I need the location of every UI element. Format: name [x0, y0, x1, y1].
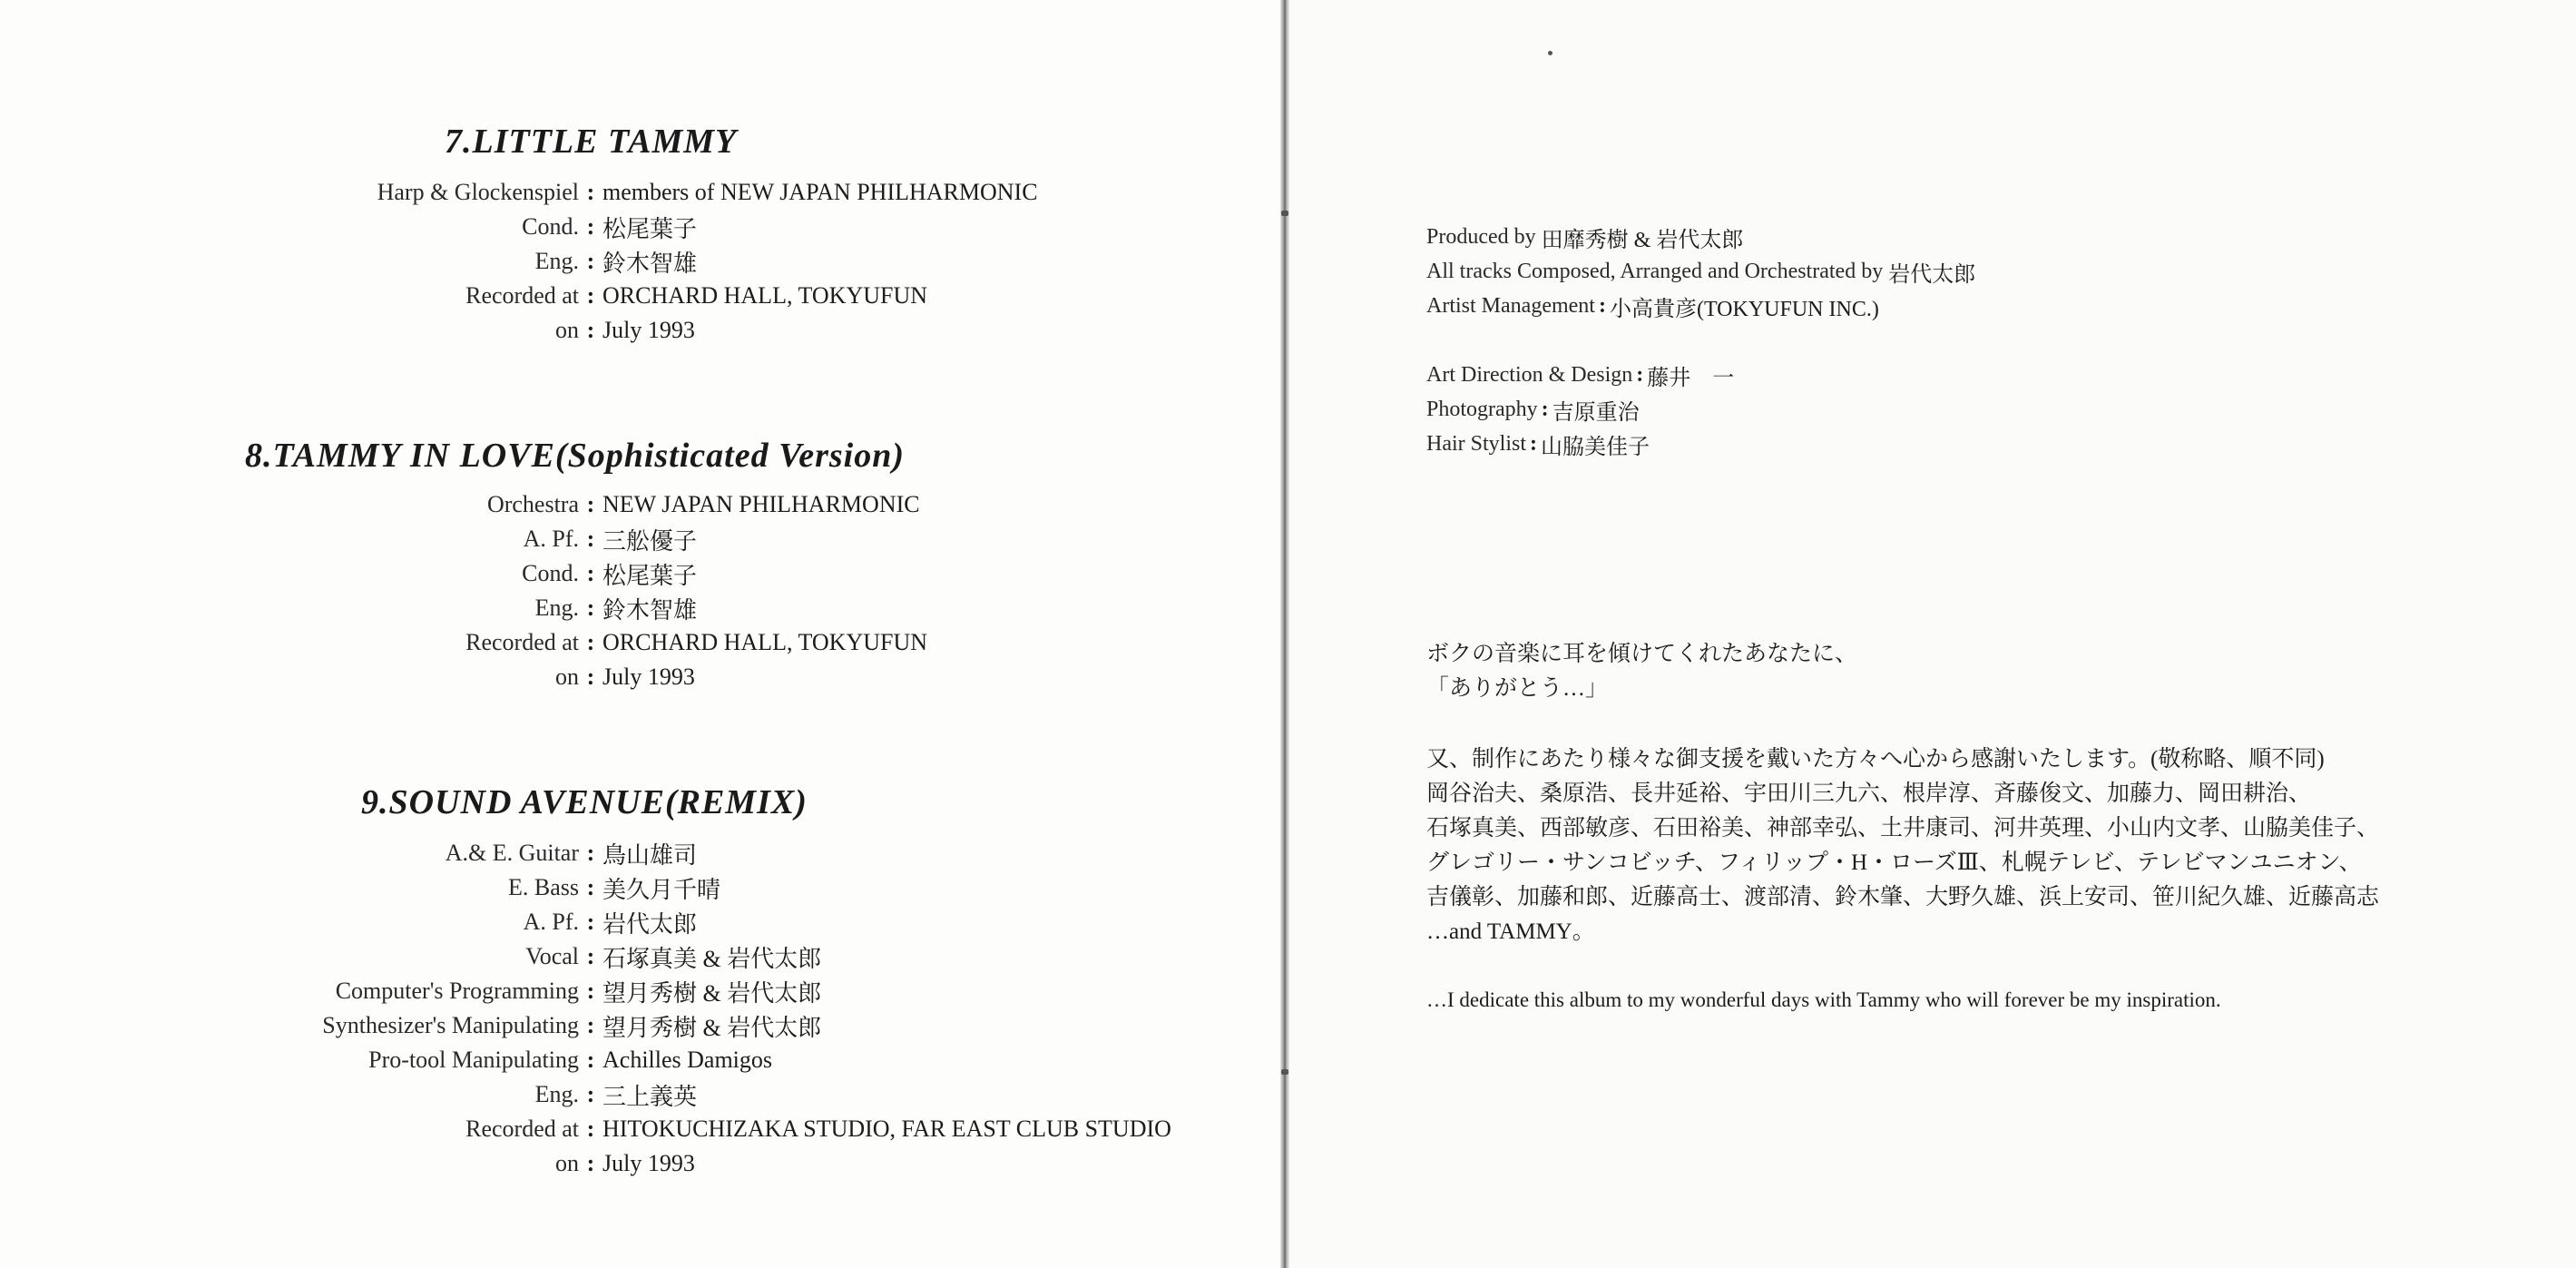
acknowledgements — [1426, 742, 2379, 949]
track-7-title: 7.LITTLE TAMMY — [445, 123, 738, 161]
design-colon: : — [1530, 431, 1538, 456]
design-value: 山脇美佳子 — [1541, 435, 1650, 459]
design-role: Art Direction & Design — [1426, 362, 1633, 387]
credit-row — [0, 244, 1280, 279]
thanks-line: 又、制作にあたり様々な御支援を戴いた方々へ心から感謝いたします。(敬称略、順不同) — [1426, 747, 2325, 772]
credit-role: Orchestra — [486, 491, 579, 517]
track-8-credits — [0, 487, 1280, 694]
booklet-spine — [1280, 0, 1289, 1268]
credit-value: 石塚真美 & 岩代太郎 — [602, 945, 822, 972]
credit-row — [0, 1008, 1280, 1043]
credit-row — [0, 625, 1280, 660]
credit-colon: : — [586, 978, 595, 1004]
credit-role: A. Pf. — [523, 909, 579, 935]
credit-value: July 1993 — [602, 663, 695, 690]
credit-row — [0, 939, 1280, 974]
credit-value: ORCHARD HALL, TOKYUFUN — [602, 282, 928, 309]
credit-colon: : — [586, 560, 595, 586]
print-speck — [1548, 51, 1552, 55]
track-9-title: 9.SOUND AVENUE(REMIX) — [361, 783, 808, 821]
credit-colon: : — [586, 629, 595, 655]
dedication: …I dedicate this album to my wonderful days with Tammy who will forever be my inspiration. — [1426, 988, 2221, 1011]
production-line — [1426, 289, 1975, 323]
credit-row — [0, 522, 1280, 556]
credit-value: Achilles Damigos — [602, 1047, 773, 1073]
credit-value: 三舩優子 — [602, 527, 698, 555]
credit-colon: : — [586, 317, 595, 343]
design-colon: : — [1636, 362, 1644, 387]
thanks-line: グレゴリー・サンコビッチ、フィリップ・H・ローズⅢ、札幌テレビ、テレビマンユニオン、 — [1426, 850, 2362, 875]
credit-value: 望月秀樹 & 岩代太郎 — [602, 979, 822, 1007]
production-value: 小高貴彦(TOKYUFUN INC.) — [1609, 297, 1879, 321]
credit-colon: : — [586, 595, 595, 621]
left-page — [0, 0, 1280, 1268]
credit-role: Eng. — [534, 1081, 579, 1107]
design-value: 吉原重治 — [1552, 400, 1640, 425]
credit-role: A. Pf. — [523, 526, 579, 552]
credit-role: on — [555, 317, 579, 343]
credit-row — [0, 870, 1280, 905]
credit-colon: : — [586, 1081, 595, 1107]
credit-colon: : — [586, 1150, 595, 1176]
production-role: Artist Management — [1426, 293, 1595, 318]
credit-colon: : — [586, 943, 595, 969]
track-9-credits — [0, 836, 1280, 1181]
credit-colon: : — [586, 179, 595, 205]
credit-row — [0, 660, 1280, 694]
credit-row — [0, 591, 1280, 625]
credit-colon: : — [586, 1116, 595, 1142]
design-line — [1426, 358, 1734, 392]
production-role: All tracks Composed, Arranged and Orchestrated by — [1426, 259, 1884, 283]
thanks-line: 吉儀彰、加藤和郎、近藤高士、渡部清、鈴木肇、大野久雄、浜上安司、笹川紀久雄、近藤高志 — [1426, 885, 2380, 909]
credit-row — [0, 313, 1280, 348]
design-line — [1426, 392, 1734, 427]
track-7-credits — [0, 175, 1280, 348]
credit-role: Synthesizer's Manipulating — [322, 1012, 579, 1038]
credit-row — [0, 1043, 1280, 1077]
thanks-line: 石塚真美、西部敏彦、石田裕美、神部幸弘、土井康司、河井英理、小山内文孝、山脇美佳子、 — [1426, 816, 2380, 840]
credit-value: 松尾葉子 — [602, 562, 698, 589]
staple-mark — [1281, 1069, 1288, 1075]
credit-colon: : — [586, 1012, 595, 1038]
credit-value: 美久月千晴 — [602, 876, 721, 903]
design-role: Photography — [1426, 397, 1538, 421]
credit-value: 岩代太郎 — [602, 910, 698, 938]
credit-colon: : — [586, 213, 595, 240]
credit-row — [0, 1146, 1280, 1181]
credit-value: 鈴木智雄 — [602, 596, 698, 624]
credit-value: July 1993 — [602, 317, 695, 343]
credit-role: Recorded at — [465, 629, 579, 655]
credit-colon: : — [586, 874, 595, 900]
message-line: ボクの音楽に耳を傾けてくれたあなたに、 — [1426, 642, 1858, 666]
credit-colon: : — [586, 909, 595, 935]
credit-value: ORCHARD HALL, TOKYUFUN — [602, 629, 928, 655]
design-value: 藤井 一 — [1647, 366, 1735, 390]
message-line: 「ありがとう…」 — [1426, 676, 1609, 701]
credit-role: on — [555, 1150, 579, 1176]
credit-value: NEW JAPAN PHILHARMONIC — [602, 491, 920, 517]
credit-value: July 1993 — [602, 1150, 695, 1176]
production-role: Produced by — [1426, 224, 1536, 249]
credit-colon: : — [586, 282, 595, 309]
credit-value: 松尾葉子 — [602, 215, 698, 242]
design-line — [1426, 427, 1734, 461]
credit-row — [0, 974, 1280, 1008]
track-8-title: 8.TAMMY IN LOVE(Sophisticated Version) — [245, 437, 906, 475]
design-credits — [1426, 358, 1734, 461]
credit-role: Cond. — [522, 560, 579, 586]
credit-role: Recorded at — [465, 282, 579, 309]
credit-row — [0, 175, 1280, 210]
thank-you-message — [1426, 637, 1857, 706]
thanks-line: 岡谷治夫、桑原浩、長井延裕、宇田川三九六、根岸淳、斉藤俊文、加藤力、岡田耕治、 — [1426, 781, 2312, 806]
credit-role: Cond. — [522, 213, 579, 240]
production-line — [1426, 254, 1975, 289]
credit-colon: : — [586, 840, 595, 866]
production-value: 田靡秀樹 & 岩代太郎 — [1541, 228, 1744, 252]
right-page — [1289, 0, 2576, 1268]
production-credits — [1426, 220, 1975, 323]
credit-row — [0, 836, 1280, 870]
credit-colon: : — [586, 663, 595, 690]
credit-role: Vocal — [525, 943, 579, 969]
credit-colon: : — [586, 491, 595, 517]
credit-role: E. Bass — [508, 874, 579, 900]
credit-value: HITOKUCHIZAKA STUDIO, FAR EAST CLUB STUDIO — [602, 1116, 1171, 1142]
credit-role: Recorded at — [465, 1116, 579, 1142]
credit-value: 鳥山雄司 — [602, 841, 698, 869]
production-colon: : — [1598, 293, 1606, 318]
credit-value: 三上義英 — [602, 1083, 698, 1110]
credit-colon: : — [586, 248, 595, 274]
credit-role: A.& E. Guitar — [445, 840, 579, 866]
production-value: 岩代太郎 — [1888, 262, 1976, 287]
credit-row — [0, 210, 1280, 244]
production-line — [1426, 220, 1975, 254]
credit-row — [0, 905, 1280, 939]
credit-role: Harp & Glockenspiel — [377, 179, 579, 205]
design-role: Hair Stylist — [1426, 431, 1527, 456]
credit-role: Computer's Programming — [335, 978, 579, 1004]
credit-row — [0, 487, 1280, 522]
credit-colon: : — [586, 1047, 595, 1073]
thanks-line: …and TAMMY。 — [1426, 919, 1595, 944]
credit-colon: : — [586, 526, 595, 552]
credit-role: Eng. — [534, 248, 579, 274]
credit-role: Pro-tool Manipulating — [368, 1047, 579, 1073]
staple-mark — [1281, 211, 1288, 216]
credit-value: 望月秀樹 & 岩代太郎 — [602, 1014, 822, 1041]
credit-value: members of NEW JAPAN PHILHARMONIC — [602, 179, 1038, 205]
credit-role: Eng. — [534, 595, 579, 621]
credit-row — [0, 1112, 1280, 1146]
credit-value: 鈴木智雄 — [602, 250, 698, 277]
credit-row — [0, 556, 1280, 591]
credit-role: on — [555, 663, 579, 690]
design-colon: : — [1541, 397, 1549, 421]
credit-row — [0, 279, 1280, 313]
credit-row — [0, 1077, 1280, 1112]
